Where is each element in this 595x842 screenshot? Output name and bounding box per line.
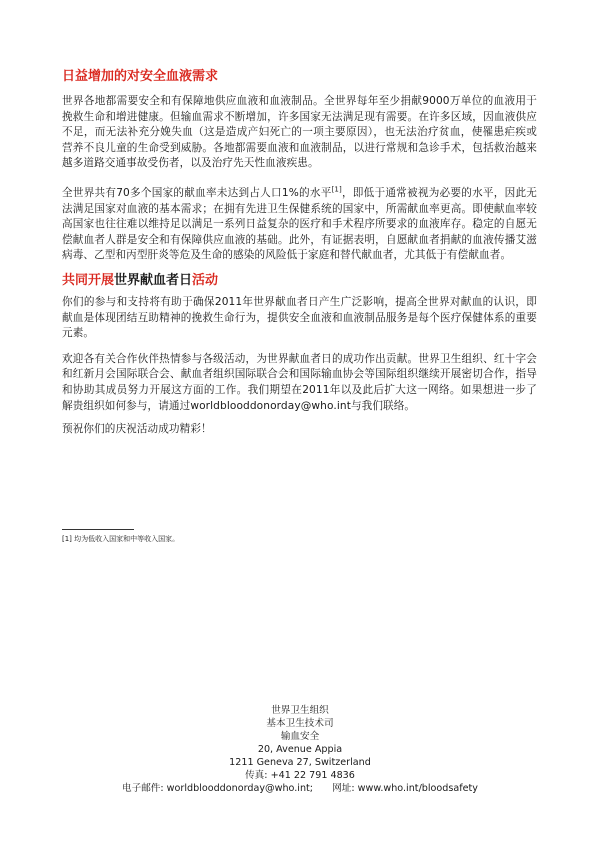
paragraph-closing-wish: 预祝你们的庆祝活动成功精彩！ — [62, 423, 212, 436]
address-organization: 世界卫生组织 — [271, 705, 329, 716]
address-city: 1211 Geneva 27, Switzerland — [229, 757, 371, 768]
footnote-marker: [1] — [62, 535, 72, 543]
footnote — [62, 534, 482, 544]
address-department: 基本卫生技术司 — [266, 718, 334, 729]
heading-part-1: 共同开展 — [62, 272, 115, 288]
paragraph-partners-invitation: 欢迎各有关合作伙伴热情参与各级活动，为世界献血者日的成功作出贡献。世界卫生组织、红十字会和红新月会国际联合会、献血者组织国际联合会和国际输血协会等国际组织继续开展密切合作，指导和协助其成员努力开展这方面的工作。我们期望在2011年以及此后扩大这一网络。如果想进一步了解贵组织如何参与，请通过worldblooddonorday@who.int与我们联络。 — [62, 352, 537, 412]
paragraph-blood-supply: 世界各地都需要安全和有保障地供应血液和血液制品。全世界每年至少捐献9000万单位的血液用于挽救生命和增进健康。但输血需求不断增加，许多国家无法满足现有需要。在许多区域，因血液供应不足，而无法补充分娩失血（这是造成产妇死亡的一项主要原因），也无法治疗贫血，使罹患疟疾或营养不良儿童的生命受到威胁。各地都需要血液和血液制品，以进行常规和急诊手术，包括救治越来越多道路交通事故受伤者，以及治疗先天性血液疾患。 — [62, 95, 537, 170]
paragraph-donation-rate — [62, 186, 537, 264]
heading-part-3: 活动 — [192, 272, 219, 288]
contact-address-block — [100, 704, 500, 795]
heading-part-2: 世界献血者日 — [114, 272, 193, 288]
address-street: 20, Avenue Appia — [257, 744, 343, 755]
footnote-reference[interactable]: [1] — [331, 185, 342, 194]
section-heading-join-world-blood-donor-day — [62, 272, 537, 290]
paragraph-donation-rate-rest: ，即低于通常被视为必要的水平，因此无法满足国家对血液的基本需求；在拥有先进卫生保健系统的国家中，所需献血率更高。即使献血率较高国家也往往难以维持足以满足一系列日益复杂的医疗和手术程序所要求的血液库存。稳定的自愿无偿献血者人群是安全和有保障供应血液的基础。此外，有证据表明，自愿献血者捐献的血液传播艾滋病毒、乙型和丙型肝炎等危及生命的感染的风险低于家庭和替代献血者，尤其低于有偿献血者。 — [62, 186, 537, 262]
paragraph-donation-rate-start: 全世界共有70多个国家的献血率未达到占人口1%的水平 — [62, 186, 332, 199]
section-heading-blood-demand: 日益增加的对安全血液需求 — [62, 69, 219, 84]
paragraph-participation: 你们的参与和支持将有助于确保2011年世界献血者日产生广泛影响，提高全世界对献血的认识，即献血是体现团结互助精神的挽救生命行为，提供安全血液和血液制品服务是每个医疗保健体系的重要元素。 — [62, 295, 537, 340]
footnote-text: 均为低收入国家和中等收入国家。 — [74, 535, 180, 543]
address-unit: 输血安全 — [280, 731, 320, 742]
main-content — [62, 68, 537, 438]
footnote-divider — [62, 529, 134, 530]
address-email-website: 电子邮件: worldblooddonorday@who.int; 网址: www.who.int/bloodsafety — [122, 783, 478, 794]
address-fax: 传真: +41 22 791 4836 — [245, 770, 355, 781]
